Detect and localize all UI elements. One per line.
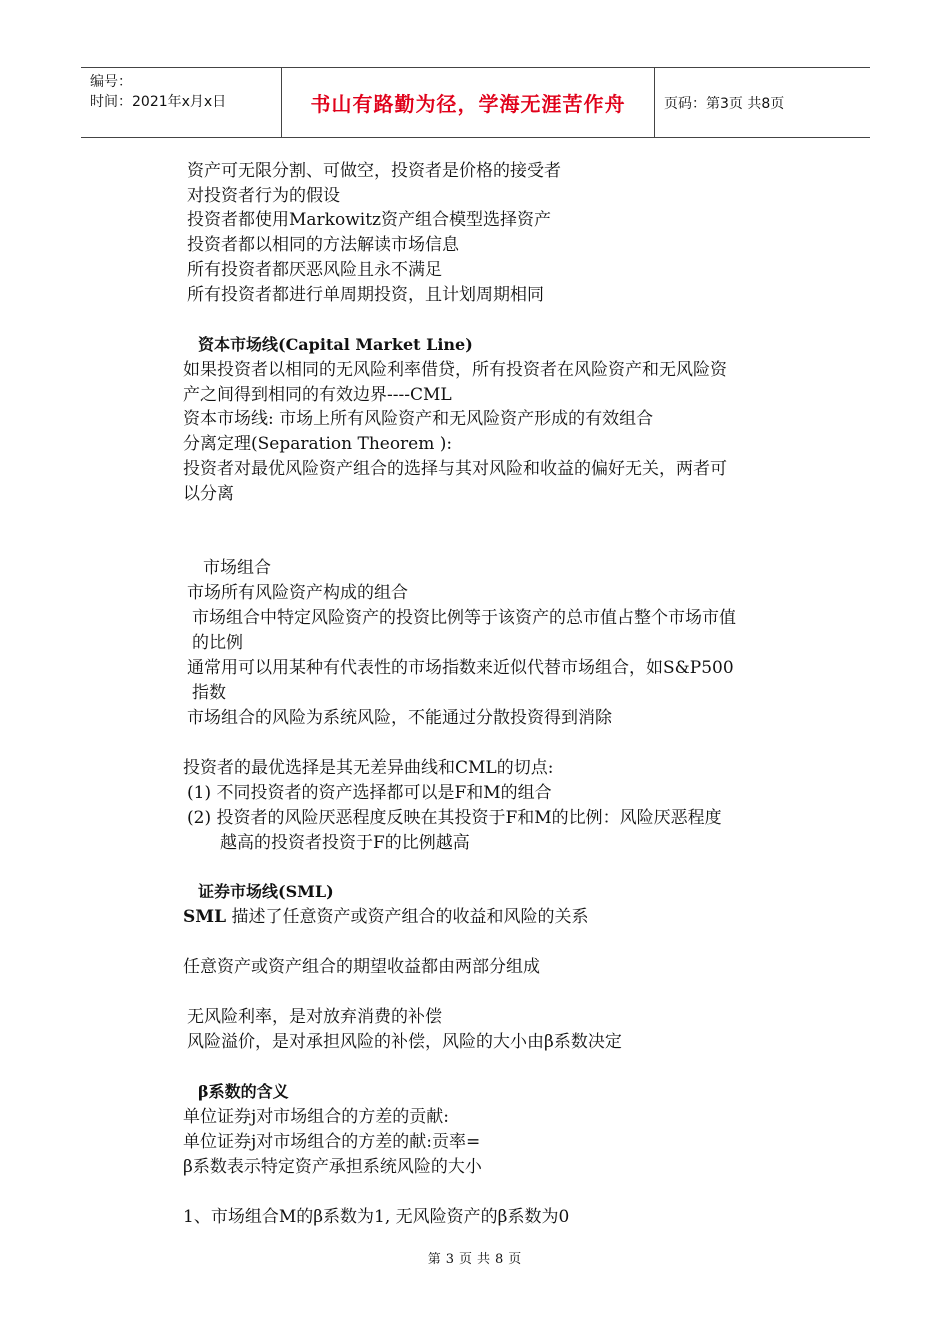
footer-di: 第 xyxy=(427,1252,442,1267)
sml-description: 描述了任意资产或资产组合的收益和风险的关系 xyxy=(231,907,589,927)
text-line: 如果投资者以相同的无风险利率借贷，所有投资者在风险资产和无风险资 xyxy=(183,360,727,380)
text-line: (1) 不同投资者的资产选择都可以是F和M的组合 xyxy=(187,783,552,803)
text-line: 市场组合中特定风险资产的投资比例等于该资产的总市值占整个市场市值 xyxy=(192,608,736,628)
section-heading: β系数的含义 xyxy=(198,1082,289,1101)
text-line: β系数表示特定资产承担系统风险的大小 xyxy=(183,1157,482,1177)
text-line: 市场所有风险资产构成的组合 xyxy=(187,583,408,603)
text-line: 通常用可以用某种有代表性的市场指数来近似代替市场组合，如S&P500 xyxy=(187,658,734,678)
text-line: 无风险利率，是对放弃消费的补偿 xyxy=(187,1007,442,1027)
text-line: 市场组合 xyxy=(203,558,271,578)
footer-page-number: 3 xyxy=(445,1252,455,1267)
text-line: 任意资产或资产组合的期望收益都由两部分组成 xyxy=(183,957,540,977)
text-line: 所有投资者都进行单周期投资，且计划周期相同 xyxy=(187,285,544,305)
section-heading: 证券市场线(SML) xyxy=(198,882,334,901)
header-motto: 书山有路勤为径，学海无涯苦作舟 xyxy=(282,68,655,137)
text-line: 1、市场组合M的β系数为1, 无风险资产的β系数为0 xyxy=(183,1207,570,1227)
text-line: 投资者的最优选择是其无差异曲线和CML的切点: xyxy=(183,758,554,778)
time-label: 时间：2021年x月x日 xyxy=(90,94,227,110)
header-page-code: 页码：第3页 共8页 xyxy=(664,95,785,112)
text-line: 指数 xyxy=(192,683,226,703)
number-label: 编号： xyxy=(90,74,132,90)
text-line: 的比例 xyxy=(192,633,243,653)
text-line: 单位证券j对市场组合的方差的贡献: xyxy=(183,1107,449,1127)
text-line: 越高的投资者投资于F的比例越高 xyxy=(220,833,470,853)
sml-abbrev: SML xyxy=(183,907,227,927)
text-line: 资本市场线: 市场上所有风险资产和无风险资产形成的有效组合 xyxy=(183,409,654,429)
section-heading: 资本市场线(Capital Market Line) xyxy=(198,335,473,354)
footer-gong: 共 xyxy=(477,1252,492,1267)
text-line: 资产可无限分割、可做空，投资者是价格的接受者 xyxy=(187,161,561,181)
footer-ye: 页 xyxy=(508,1252,523,1267)
text-line: 风险溢价，是对承担风险的补偿，风险的大小由β系数决定 xyxy=(187,1032,622,1052)
text-line: 单位证券j对市场组合的方差的献:贡率= xyxy=(183,1132,481,1152)
page-footer xyxy=(0,1248,950,1267)
text-line: (2) 投资者的风险厌恶程度反映在其投资于F和M的比例：风险厌恶程度 xyxy=(187,808,722,828)
page-header xyxy=(81,67,870,138)
footer-ye: 页 xyxy=(458,1252,473,1267)
text-line: 产之间得到相同的有效边界----CML xyxy=(183,385,452,405)
text-line: 市场组合的风险为系统风险，不能通过分散投资得到消除 xyxy=(187,708,612,728)
text-line: 分离定理(Separation Theorem ): xyxy=(183,434,453,454)
text-line: 对投资者行为的假设 xyxy=(187,186,340,206)
text-line: 投资者都使用Markowitz资产组合模型选择资产 xyxy=(187,210,551,230)
text-line: 投资者对最优风险资产组合的选择与其对风险和收益的偏好无关，两者可 xyxy=(183,459,727,479)
text-line xyxy=(183,905,588,929)
text-line: 以分离 xyxy=(183,484,234,504)
text-line: 投资者都以相同的方法解读市场信息 xyxy=(187,235,459,255)
header-meta xyxy=(81,68,282,137)
text-line: 所有投资者都厌恶风险且永不满足 xyxy=(187,260,442,280)
footer-total-pages: 8 xyxy=(495,1252,505,1267)
